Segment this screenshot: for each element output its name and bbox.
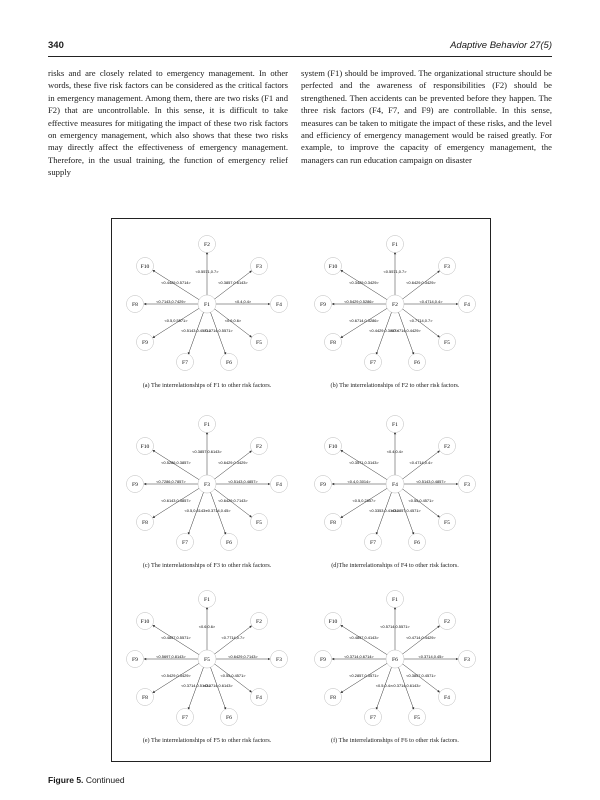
risk-node-label: F4 (276, 302, 282, 308)
relation-label: <0.5286,0.3857> (161, 460, 191, 465)
relation-arrow (153, 663, 200, 693)
network-diagram (303, 409, 487, 559)
risk-node-label: F8 (142, 695, 148, 701)
relation-arrow (341, 450, 388, 480)
risk-node-label: F1 (392, 242, 398, 248)
header-rule (48, 56, 552, 57)
relation-label: <0.5143,0.4857> (416, 479, 446, 484)
relation-label: <0.5429,0.3429> (161, 673, 191, 678)
risk-node-label: F9 (320, 482, 326, 488)
network-diagram (115, 584, 299, 734)
center-node-label: F5 (204, 657, 210, 663)
center-node-label: F2 (392, 302, 398, 308)
panel-caption: (b) The interrelationships of F2 to other risk factors. (330, 382, 460, 389)
left-column-text: risks and are closely related to emergency management. In other words, these five risk factors can be considered as the critical factors in emergency management. Among them, there are two risks (F1 and F2) that are uncontrollable. In this sense, it is difficult to take effective measures for mitigating the impact of these two risk factors on emergency management, which also shows that these two risks may directly affect the effectiveness of emergency management. Therefore, in the usual training, the function of emergency relief supply (48, 68, 288, 178)
relation-label: <0.4857,0.5571> (161, 635, 191, 640)
left-column (48, 67, 288, 179)
risk-node-label: F2 (444, 619, 450, 625)
risk-node-label: F2 (256, 444, 262, 450)
figure-panel (115, 409, 299, 579)
network-diagram (303, 229, 487, 379)
risk-node-label: F1 (204, 597, 210, 603)
risk-node-label: F7 (370, 360, 376, 366)
risk-node-label: F10 (328, 619, 338, 625)
risk-node-label: F6 (414, 540, 420, 546)
relation-arrow (341, 488, 388, 518)
relation-label: <0.3714,0.6143> (391, 683, 421, 688)
risk-node-label: F8 (330, 520, 336, 526)
risk-node-label: F5 (444, 340, 450, 346)
risk-node-label: F3 (276, 657, 282, 663)
relation-label: <0.5697,0.8143> (156, 654, 186, 659)
panel-caption: (a) The interrelationships of F1 to other risk factors. (142, 382, 272, 389)
relation-arrow (153, 488, 200, 518)
relation-label: <0.5571,0.7> (383, 269, 407, 274)
relation-arrow (188, 311, 204, 354)
panel-caption: (e) The interrelationships of F5 to other risk factors. (142, 737, 272, 744)
figure-panel (303, 229, 487, 399)
risk-node-label: F7 (370, 540, 376, 546)
risk-node-label: F9 (132, 657, 138, 663)
relation-arrow (214, 271, 251, 300)
relation-label: <0.2857,0.3571> (349, 673, 379, 678)
relation-label: <0.5714,0.5571> (380, 624, 410, 629)
relation-label: <0.6429,0.3429> (406, 280, 436, 285)
risk-node-label: F5 (256, 340, 262, 346)
relation-label: <0.3714,0.6714> (344, 654, 374, 659)
relation-arrow (402, 451, 439, 480)
risk-node-label: F7 (182, 715, 188, 721)
risk-node-label: F10 (140, 619, 150, 625)
figure-caption (48, 775, 125, 785)
relation-label: <0.3714,0.5143> (181, 683, 211, 688)
page-number: 340 (48, 40, 64, 51)
relation-arrow (402, 271, 439, 300)
relation-label: <0.4,0.4> (234, 299, 252, 304)
relation-label: <0.6429,0.7143> (218, 498, 248, 503)
relation-arrow (341, 625, 388, 655)
relation-label: <0.3857,0.6143> (192, 449, 222, 454)
relation-label: <0.6143,0.3857> (161, 498, 191, 503)
risk-node-label: F5 (414, 715, 420, 721)
risk-node-label: F2 (256, 619, 262, 625)
relation-label: <0.4714,0.4429> (391, 328, 421, 333)
relation-label: <0.6,0.6> (198, 624, 216, 629)
relation-arrow (214, 626, 251, 655)
relation-arrow (153, 270, 200, 300)
risk-node-label: F10 (328, 264, 338, 270)
relation-arrow (402, 626, 439, 655)
relation-label: <0.5571,0.7> (195, 269, 219, 274)
risk-node-label: F8 (142, 520, 148, 526)
risk-node-label: F4 (464, 302, 470, 308)
relation-label: <0.3857,0.4571> (391, 508, 421, 513)
relation-label: <0.5429,0.5286> (344, 299, 374, 304)
risk-node-label: F2 (444, 444, 450, 450)
relation-label: <0.4429,0.3857> (369, 328, 399, 333)
risk-node-label: F1 (392, 597, 398, 603)
relation-label: <0.7286,0.7857> (156, 479, 186, 484)
risk-node-label: F9 (142, 340, 148, 346)
relation-label: <0.6429,0.7143> (228, 654, 258, 659)
relation-arrow (153, 308, 200, 338)
figure-caption-text: Continued (85, 775, 125, 785)
risk-node-label: F1 (392, 422, 398, 428)
relation-label: <0.4,0.3014> (347, 479, 371, 484)
risk-node-label: F4 (256, 695, 262, 701)
relation-label: <0.5,0.4143> (184, 508, 208, 513)
relation-label: <0.4714,0.4> (419, 299, 443, 304)
relation-label: <0.3714,0.6143> (203, 683, 233, 688)
relation-label: <0.5143,0.4571> (181, 328, 211, 333)
risk-node-label: F10 (140, 444, 150, 450)
figure-frame (111, 218, 491, 762)
risk-node-label: F8 (330, 695, 336, 701)
risk-node-label: F6 (226, 540, 232, 546)
center-node-label: F1 (204, 302, 210, 308)
relation-label: <0.5,0.5571> (164, 318, 188, 323)
risk-node-label: F5 (256, 520, 262, 526)
right-column-text: system (F1) should be improved. The organizational structure should be perfected and the awareness of responsibilities (F2) should be strengthened. Then accidents can be prevented before they happen. The three risk factors (F4, F7, and F9) are controllable. In this sense, measures can be taken to mitigate the impact of these risks, and the level and efficiency of emergency management would be raised greatly. For example, to improve the capacity of emergency management, the managers can run education campaign on disaster (301, 68, 552, 165)
relation-label: <0.4714,0.4> (409, 460, 433, 465)
center-node-label: F4 (392, 482, 398, 488)
risk-node-label: F3 (444, 264, 450, 270)
risk-node-label: F8 (132, 302, 138, 308)
relation-label: <0.55,0.4571> (220, 673, 246, 678)
center-node-label: F3 (204, 482, 210, 488)
relation-arrow (153, 625, 200, 655)
relation-label: <0.6429,0.3429> (218, 460, 248, 465)
network-diagram (115, 229, 299, 379)
relation-arrow (341, 663, 388, 693)
relation-label: <0.5,0.2857> (352, 498, 376, 503)
relation-label: <0.4,0.4> (386, 449, 404, 454)
relation-label: <0.3714,0.5571> (203, 328, 233, 333)
risk-node-label: F6 (226, 715, 232, 721)
figure-panel (115, 584, 299, 754)
relation-label: <0.4714,0.4429> (406, 635, 436, 640)
panel-caption: (c) The interrelationships of F3 to other risk factors. (142, 562, 272, 569)
network-diagram (115, 409, 299, 559)
panel-caption: (d)The interrelationships of F4 to other risk factors. (331, 562, 459, 569)
relation-label: <0.3714,0.45> (205, 508, 231, 513)
relation-label: <0.5,0.4> (375, 683, 393, 688)
figure-panel (303, 409, 487, 579)
relation-label: <0.55,0.4571> (408, 498, 434, 503)
risk-node-label: F9 (320, 657, 326, 663)
relation-label: <0.3429,0.3429> (349, 280, 379, 285)
center-node-label: F6 (392, 657, 398, 663)
risk-node-label: F1 (204, 422, 210, 428)
risk-node-label: F2 (204, 242, 210, 248)
relation-label: <0.4857,0.4143> (349, 635, 379, 640)
relation-label: <0.6714,0.3286> (349, 318, 379, 323)
journal-title: Adaptive Behavior 27(5) (450, 40, 552, 51)
relation-label: <0.5143,0.4857> (228, 479, 258, 484)
risk-node-label: F5 (444, 520, 450, 526)
risk-node-label: F4 (276, 482, 282, 488)
relation-label: <0.7714,0.7> (409, 318, 433, 323)
relation-arrow (214, 451, 251, 480)
relation-label: <0.7714,0.7> (221, 635, 245, 640)
risk-node-label: F10 (140, 264, 150, 270)
relation-arrow (210, 311, 226, 354)
risk-node-label: F8 (330, 340, 336, 346)
running-header (48, 40, 552, 54)
risk-node-label: F9 (132, 482, 138, 488)
relation-label: <0.3857,0.4571> (406, 673, 436, 678)
relation-label: <0.3857,0.6143> (218, 280, 248, 285)
network-diagram (303, 584, 487, 734)
right-column (301, 67, 552, 166)
relation-label: <0.7143,0.7429> (156, 299, 186, 304)
panel-caption: (f) The interrelationships of F6 to other risk factors. (331, 737, 459, 744)
risk-node-label: F7 (182, 540, 188, 546)
risk-node-label: F3 (464, 482, 470, 488)
risk-node-label: F6 (226, 360, 232, 366)
relation-arrow (341, 308, 388, 338)
risk-node-label: F3 (464, 657, 470, 663)
risk-node-label: F9 (320, 302, 326, 308)
relation-label: <0.4429,0.5714> (161, 280, 191, 285)
figure-panel (303, 584, 487, 754)
figure-panel (115, 229, 299, 399)
relation-label: <0.6,0.6> (224, 318, 242, 323)
risk-node-label: F4 (444, 695, 450, 701)
risk-node-label: F7 (370, 715, 376, 721)
figure-caption-label: Figure 5. (48, 775, 84, 785)
risk-node-label: F10 (328, 444, 338, 450)
relation-label: <0.3353,0.4143> (369, 508, 399, 513)
relation-arrow (153, 450, 200, 480)
relation-arrow (376, 491, 392, 534)
risk-node-label: F6 (414, 360, 420, 366)
risk-node-label: F3 (256, 264, 262, 270)
relation-arrow (341, 270, 388, 300)
relation-label: <0.3571,0.3143> (349, 460, 379, 465)
relation-label: <0.3714,0.45> (418, 654, 444, 659)
risk-node-label: F7 (182, 360, 188, 366)
